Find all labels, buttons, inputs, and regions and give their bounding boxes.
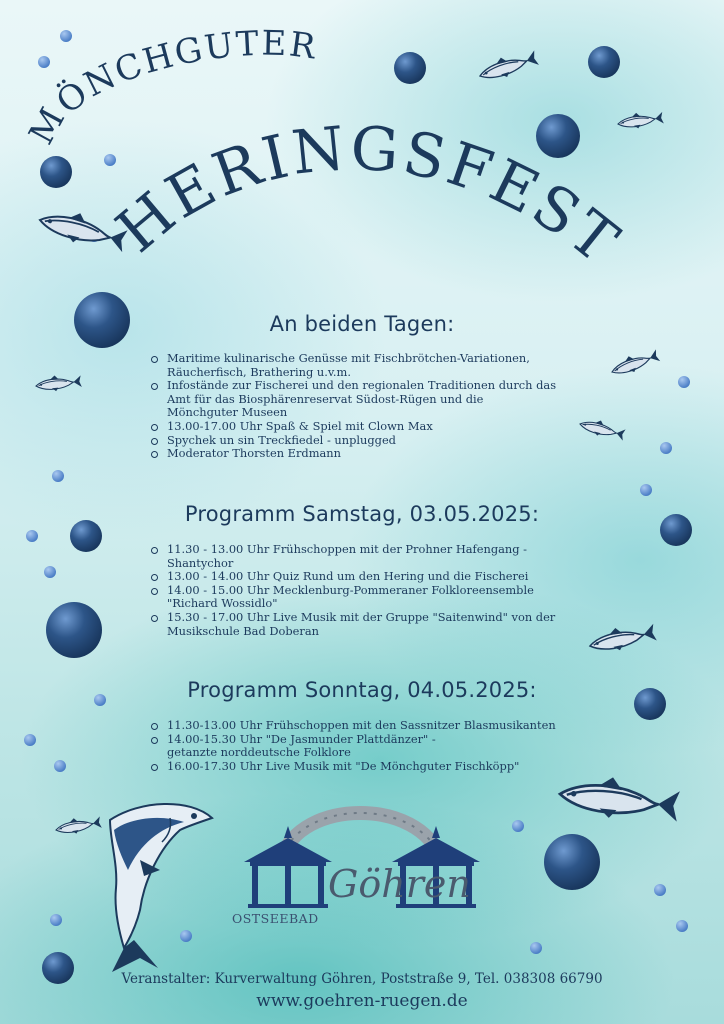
program-item-line: Musikschule Bad Doberan xyxy=(167,623,319,638)
herring-icon xyxy=(55,814,103,837)
program-item xyxy=(150,733,620,760)
program-item-line: 14.00 - 15.00 Uhr Mecklenburg-Pommeraner Folkloreensemble xyxy=(167,582,534,597)
bubble-icon xyxy=(24,734,36,746)
website-link[interactable]: www.goehren-ruegen.de xyxy=(256,991,468,1011)
title-top-line: MÖNCHGUTER xyxy=(21,23,320,152)
program-item-line: 11.30-13.00 Uhr Frühschoppen mit den Sassnitzer Blasmusikanten xyxy=(167,718,556,732)
bubble-icon xyxy=(50,914,62,926)
program-item xyxy=(150,611,620,638)
program-item-line: Räucherfisch, Brathering u.v.m. xyxy=(167,364,351,379)
title-graphic xyxy=(0,0,724,360)
herring-icon xyxy=(558,772,681,825)
saturday-list xyxy=(150,543,620,638)
program-item-line: 14.00-15.30 Uhr "De Jasmunder Plattdänzer" - xyxy=(167,731,436,746)
program-item-line: 11.30 - 13.00 Uhr Frühschoppen mit der Prohner Hafengang - xyxy=(167,542,528,556)
bubble-icon xyxy=(654,884,666,896)
program-item-line: Maritime kulinarische Genüsse mit Fischbrötchen-Variationen, xyxy=(167,351,530,365)
bubble-icon xyxy=(180,930,192,942)
program-item xyxy=(150,352,620,379)
program-item xyxy=(150,379,620,420)
bubble-icon xyxy=(678,376,690,388)
sunday-list xyxy=(150,719,620,773)
bubble-icon xyxy=(26,530,38,542)
both-days-list xyxy=(150,352,620,461)
both-days-heading: An beiden Tagen: xyxy=(269,312,455,336)
bubble-icon xyxy=(46,602,102,658)
program-item-line: Amt für das Biosphärenreservat Südost-Rügen und die xyxy=(167,391,484,406)
pavilion-icon xyxy=(244,826,332,908)
program-item-line: 13.00-17.00 Uhr Spaß & Spiel mit Clown Max xyxy=(167,418,433,433)
bubble-icon xyxy=(530,942,542,954)
program-item-line: Mönchguter Museen xyxy=(167,405,288,420)
program-item-line: Spychek un sin Treckfiedel - unplugged xyxy=(167,432,396,447)
program-item xyxy=(150,570,620,584)
program-item-line: 16.00-17.30 Uhr Live Musik mit "De Mönchguter Fischköpp" xyxy=(167,758,520,773)
herring-icon xyxy=(35,373,82,393)
bubble-icon xyxy=(544,834,600,890)
program-item xyxy=(150,584,620,611)
sunday-heading: Programm Sonntag, 04.05.2025: xyxy=(187,678,537,702)
bubble-icon xyxy=(512,820,524,832)
program-item xyxy=(150,447,620,461)
program-item-line: Shantychor xyxy=(167,555,234,570)
bubble-icon xyxy=(676,920,688,932)
saturday-heading: Programm Samstag, 03.05.2025: xyxy=(184,502,540,526)
program-item xyxy=(150,760,620,774)
bubble-icon xyxy=(640,484,652,496)
logo-place: OSTSEEBAD xyxy=(232,911,319,926)
program-item xyxy=(150,719,620,733)
program-item xyxy=(150,420,620,434)
program-item xyxy=(150,434,620,448)
bubble-icon xyxy=(54,760,66,772)
leaping-fish-icon xyxy=(110,804,212,972)
program-item-line: Infostände zur Fischerei und den regionalen Traditionen durch das xyxy=(167,378,557,393)
organizer-info: Veranstalter: Kurverwaltung Göhren, Poststraße 9, Tel. 038308 66790 xyxy=(121,971,603,987)
title-main-line: HERINGSFEST xyxy=(103,113,633,279)
program-item-line: 13.00 - 14.00 Uhr Quiz Rund um den Hering und die Fischerei xyxy=(167,569,529,584)
bubble-icon xyxy=(52,470,64,482)
logo-brand: Göhren xyxy=(328,862,471,906)
bubble-icon xyxy=(660,442,672,454)
bubble-icon xyxy=(44,566,56,578)
program-item-line: Moderator Thorsten Erdmann xyxy=(167,446,341,461)
program-item xyxy=(150,543,620,570)
program-item-line: getanzte norddeutsche Folklore xyxy=(167,745,351,760)
program-item-line: 15.30 - 17.00 Uhr Live Musik mit der Gruppe "Saitenwind" von der xyxy=(167,609,556,624)
program-item-line: "Richard Wossidlo" xyxy=(167,596,278,611)
